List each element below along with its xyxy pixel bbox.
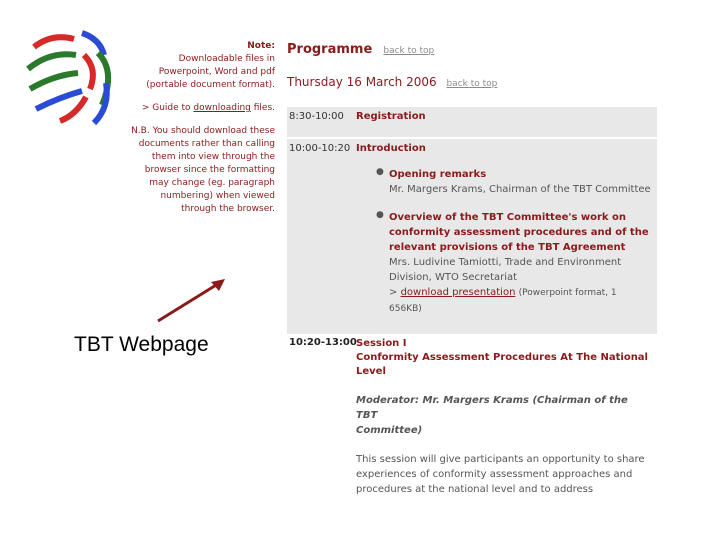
guide-prefix: > Guide to <box>141 103 191 113</box>
bullet-icon: ● <box>376 167 384 177</box>
guide-suffix: files. <box>253 103 275 113</box>
nb-line: through the browser. <box>181 204 275 214</box>
nb-line: N.B. You should download these <box>131 126 275 136</box>
note-heading: Note: <box>247 41 275 51</box>
agenda-item <box>356 210 651 317</box>
download-line <box>389 285 651 317</box>
nb-line: numbering) when viewed <box>160 191 275 201</box>
programme-header <box>287 38 657 57</box>
download-meta: (Powerpoint format, 1 656KB) <box>389 288 617 314</box>
logo-arc <box>60 97 86 121</box>
session-label: Session I <box>356 338 407 349</box>
logo-arc <box>30 73 78 89</box>
wto-logo-icon <box>20 25 120 135</box>
logo-arc <box>34 37 74 47</box>
content-cell <box>356 143 651 317</box>
session-title: Conformity Assessment Procedures At The National Level <box>356 352 648 377</box>
download-prefix: > <box>389 287 398 298</box>
programme-title: Programme <box>287 42 373 57</box>
note-line: Powerpoint, Word and pdf <box>158 67 275 77</box>
time-cell: 10:20-13:00 <box>289 337 357 348</box>
row-title: Introduction <box>356 143 426 154</box>
guide-line <box>120 102 275 115</box>
nb-line: them into view through the <box>151 152 275 162</box>
moderator-line: Committee) <box>356 425 423 436</box>
schedule-row-introduction <box>287 139 657 334</box>
logo-arc <box>28 54 76 69</box>
content-cell <box>356 111 651 122</box>
date-label: Thursday 16 March 2006 <box>287 75 437 89</box>
agenda-item-title: conformity assessment procedures and of the <box>389 227 649 238</box>
time-cell: 10:00-10:20 <box>289 143 351 154</box>
agenda-item-title: Overview of the TBT Committee's work on <box>389 212 627 223</box>
time-cell: 8:30-10:00 <box>289 111 344 122</box>
bullet-icon: ● <box>376 210 384 220</box>
downloading-link[interactable]: downloading <box>193 103 251 113</box>
agenda-item-speaker: Mrs. Ludivine Tamiotti, Trade and Environment <box>389 257 622 268</box>
agenda-item <box>356 167 651 197</box>
nb-line: browser since the formatting <box>144 165 275 175</box>
row-title: Registration <box>356 111 426 122</box>
back-to-top-link[interactable]: back to top <box>383 46 435 56</box>
logo-arc <box>36 91 82 109</box>
agenda-item-title: relevant provisions of the TBT Agreement <box>389 242 626 253</box>
moderator-text <box>356 393 651 438</box>
description-line: experiences of conformity assessment approaches and <box>356 469 633 480</box>
back-to-top-link[interactable]: back to top <box>446 79 498 89</box>
agenda-item-title: Opening remarks <box>389 169 487 180</box>
schedule-row-registration <box>287 107 657 137</box>
date-heading <box>287 75 497 89</box>
nb-line: may change (eg. paragraph <box>149 178 275 188</box>
nb-line: documents rather than calling <box>138 139 275 149</box>
content-cell <box>356 337 651 497</box>
logo-arc <box>84 55 93 89</box>
moderator-line: Moderator: Mr. Margers Krams (Chairman of the TBT <box>356 395 628 421</box>
pointer-arrow-icon <box>155 276 230 324</box>
agenda-item-speaker: Mr. Margers Krams, Chairman of the TBT Committee <box>389 184 651 195</box>
agenda-item-speaker: Division, WTO Secretariat <box>389 272 518 283</box>
description-line: This session will give participants an opportunity to share <box>356 454 645 465</box>
note-line: (portable document format). <box>146 80 275 90</box>
session-description <box>356 452 651 497</box>
download-presentation-link[interactable]: download presentation <box>400 287 516 298</box>
schedule-row-session-1 <box>287 333 657 495</box>
description-line: procedures at the national level and to address <box>356 484 594 495</box>
caption-label: TBT Webpage <box>74 333 209 356</box>
note-line: Downloadable files in <box>178 54 275 64</box>
download-note <box>120 40 275 216</box>
